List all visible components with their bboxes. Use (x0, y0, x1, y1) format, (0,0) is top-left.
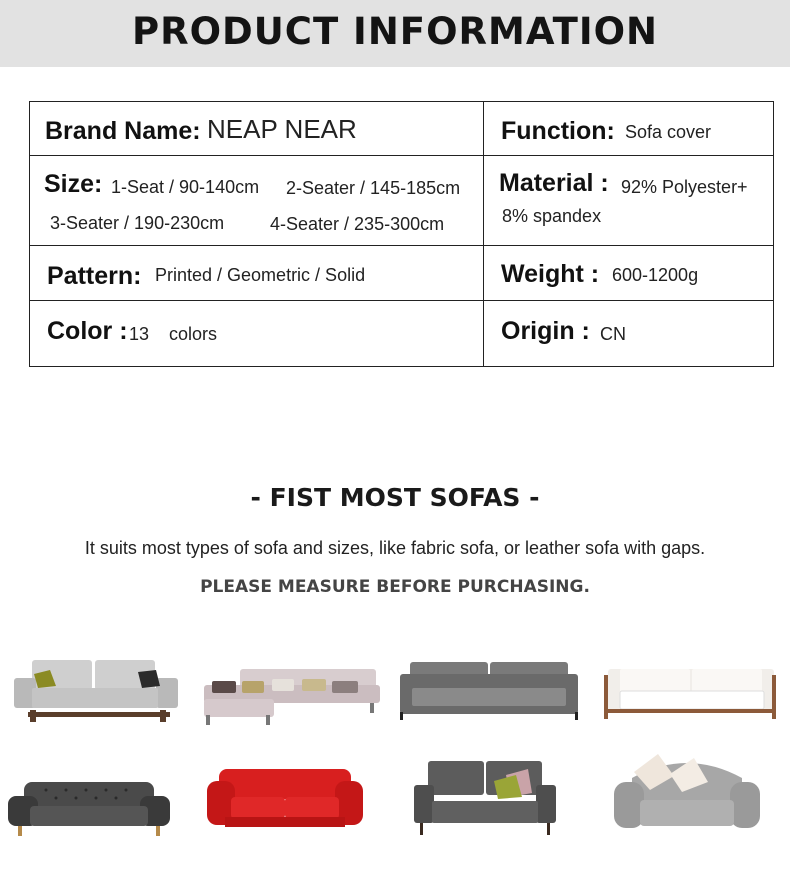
color-cell (30, 301, 484, 366)
function-label: Function: (501, 117, 615, 145)
measure-note: PLEASE MEASURE BEFORE PURCHASING. (200, 577, 590, 597)
pattern-label: Pattern: (47, 262, 142, 290)
sofa-image-white-wood (600, 665, 780, 721)
sofa-image-grey-loveseat (612, 748, 762, 836)
color-label: Color : (47, 317, 128, 345)
size-value-3: 3-Seater / 190-230cm (50, 213, 225, 233)
material-cell (484, 156, 773, 245)
origin-cell (484, 301, 773, 366)
spec-row-pattern (30, 246, 773, 301)
size-cell (30, 156, 484, 245)
pattern-cell (30, 246, 484, 300)
weight-label: Weight : (501, 260, 600, 288)
function-value: Sofa cover (625, 122, 712, 142)
sofa-image-red-chesterfield (205, 765, 365, 833)
origin-value: CN (600, 324, 626, 344)
sofa-image-beige-sectional (200, 665, 380, 727)
brand-cell (30, 102, 484, 155)
spec-row-size (30, 156, 773, 246)
size-value-4: 4-Seater / 235-300cm (270, 214, 445, 234)
material-value-1: 92% Polyester+ (621, 177, 748, 197)
page-title: PRODUCT INFORMATION (131, 10, 659, 53)
size-label: Size: (44, 170, 103, 198)
pattern-value: Printed / Geometric / Solid (155, 265, 366, 285)
weight-value: 600-1200g (612, 265, 699, 285)
color-unit: colors (169, 324, 218, 344)
material-value-2: 8% spandex (502, 206, 602, 226)
brand-value: NEAP NEAR (207, 114, 357, 144)
origin-label: Origin : (501, 317, 590, 345)
weight-cell (484, 246, 773, 300)
spec-row-color (30, 301, 773, 366)
brand-label: Brand Name: (45, 117, 201, 145)
size-value-1: 1-Seat / 90-140cm (111, 177, 260, 197)
section-description: It suits most types of sofa and sizes, like fabric sofa, or leather sofa with gaps. (84, 538, 706, 558)
function-cell (484, 102, 773, 155)
sofa-image-grey-modern (10, 652, 182, 724)
material-label: Material : (499, 169, 609, 197)
spec-row-brand (30, 102, 773, 156)
sofa-image-charcoal-pillows (410, 757, 560, 837)
section-title: - FIST MOST SOFAS - (250, 483, 540, 512)
color-count: 13 (129, 324, 150, 344)
size-value-2: 2-Seater / 145-185cm (286, 178, 461, 198)
sofa-image-black-chesterfield (6, 778, 172, 838)
spec-table (29, 101, 774, 367)
sofa-image-dark-grey (396, 658, 582, 722)
